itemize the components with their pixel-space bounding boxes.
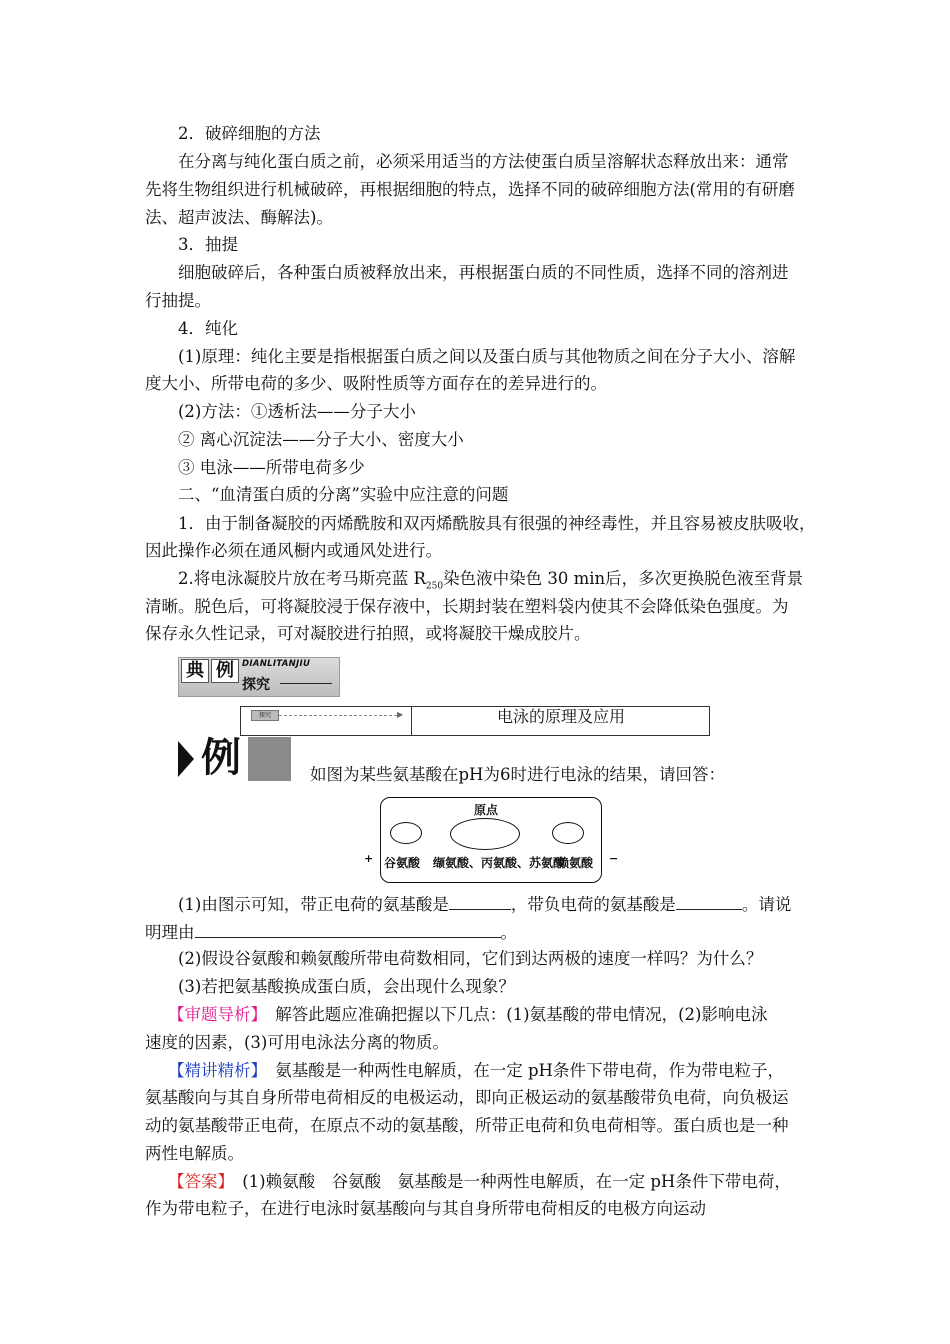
answer-blank [195, 921, 501, 938]
paragraph-line: 因此操作必须在通风橱内或通风处进行。 [145, 541, 442, 560]
paragraph-line: 行抽提。 [145, 291, 211, 310]
paragraph-line: 清晰。脱色后，可将凝胶浸于保存液中，长期封装在塑料袋内使其不会降低染色强度。为 [145, 597, 789, 616]
label-lysine: 赖氨酸 [557, 856, 594, 870]
method-line: (2)方法：①透析法——分子大小 [178, 402, 416, 421]
dashed-arrow-line [279, 715, 397, 716]
paragraph-line: 保存永久性记录，可对凝胶进行拍照，或将凝胶干燥成胶片。 [145, 624, 591, 643]
answer-line: 作为带电粒子，在进行电泳时氨基酸向与其自身所带电荷相反的电极方向运动 [145, 1199, 706, 1218]
spot-lysine [552, 822, 584, 844]
explain-line: 动的氨基酸带正电荷，在原点不动的氨基酸，所带正电荷和负电荷相等。蛋白质也是一种 [145, 1116, 789, 1135]
answer-label: 【答案】 [168, 1172, 226, 1191]
question-1: (1)由图示可知，带正电荷的氨基酸是 ，带负电荷的氨基酸是 。请说 [178, 895, 792, 914]
origin-label: 原点 [474, 803, 499, 817]
explain-label: 【精讲精析】 [168, 1061, 259, 1080]
analysis-line: 速度的因素，(3)可用电泳法分离的物质。 [145, 1033, 449, 1052]
example-section-banner [178, 657, 340, 697]
paragraph-line: (1)原理：纯化主要是指根据蛋白质之间以及蛋白质与其他物质之间在分子大小、溶解 [178, 347, 796, 366]
question-3: (3)若把氨基酸换成蛋白质，会出现什么现象？ [178, 977, 515, 996]
analysis-label: 【审题导析】 [168, 1005, 259, 1024]
topic-title: 电泳的原理及应用 [496, 707, 625, 726]
section-heading-4: 4．纯化 [178, 319, 238, 338]
explain-line: 两性电解质。 [145, 1144, 244, 1163]
electrophoresis-figure [364, 797, 626, 884]
answer-blank [449, 893, 511, 910]
banner-title: 探究 [242, 677, 270, 693]
banner-char: 典 [181, 659, 209, 683]
section-heading-2: 2．破碎细胞的方法 [178, 124, 321, 143]
question-2: (2)假设谷氨酸和赖氨酸所带电荷数相同，它们到达两极的速度一样吗？为什么？ [178, 949, 763, 968]
paragraph-line: 2.将电泳凝胶片放在考马斯亮蓝 $R_{250}$染色液中染色 30 min后，多次更换脱色液至背景 [178, 569, 804, 592]
part-heading: 二、“血清蛋白质的分离”实验中应注意的问题 [178, 485, 509, 504]
arrow-right-icon: ▶ [397, 710, 404, 719]
example-char: 例 [201, 735, 241, 781]
paragraph-line: 先将生物组织进行机械破碎，再根据细胞的特点，选择不同的破碎细胞方法(常用的有研磨 [145, 180, 795, 199]
positive-pole: + [364, 852, 374, 865]
banner-arrow-line [280, 683, 332, 684]
question-1-line2: 明理由 。 [145, 923, 517, 942]
method-line: ② 离心沉淀法——分子大小、密度大小 [178, 430, 464, 449]
topic-tag: 探究 [251, 710, 279, 721]
explain-line: 【精讲精析】 氨基酸是一种两性电解质，在一定 pH条件下带电荷，作为带电粒子， [168, 1061, 784, 1080]
banner-pinyin: DIANLITANJIU [242, 659, 311, 669]
paragraph-line: 1．由于制备凝胶的丙烯酰胺和双丙烯酰胺具有很强的神经毒性，并且容易被皮肤吸收， [178, 514, 816, 533]
paragraph-line: 法、超声波法、酶解法)。 [145, 208, 333, 227]
topic-title-box [240, 706, 710, 736]
paragraph-line: 在分离与纯化蛋白质之前，必须采用适当的方法使蛋白质呈溶解状态释放出来：通常 [178, 152, 789, 171]
example-icon [176, 737, 291, 781]
example-intro: 如图为某些氨基酸在pH为6时进行电泳的结果，请回答： [310, 765, 725, 784]
paragraph-line: 细胞破碎后，各种蛋白质被释放出来，再根据蛋白质的不同性质，选择不同的溶剂进 [178, 263, 789, 282]
answer-blank [676, 893, 742, 910]
explain-line: 氨基酸向与其自身所带电荷相反的电极运动，即向正极运动的氨基酸带负电荷，向负极运 [145, 1088, 789, 1107]
label-neutral-amino-acids: 缬氨酸、丙氨酸、苏氨酸 [433, 856, 566, 870]
label-glutamate: 谷氨酸 [384, 856, 421, 870]
answer-line: 【答案】 (1)赖氨酸 谷氨酸 氨基酸是一种两性电解质，在一定 pH条件下带电荷， [168, 1172, 791, 1191]
subscript: 250 [425, 581, 444, 592]
spot-glutamate [390, 822, 422, 844]
negative-pole: − [609, 852, 619, 865]
spot-origin [450, 818, 520, 850]
paragraph-line: 度大小、所带电荷的多少、吸附性质等方面存在的差异进行的。 [145, 374, 607, 393]
method-line: ③ 电泳——所带电荷多少 [178, 458, 365, 477]
analysis-line: 【审题导析】 解答此题应准确把握以下几点：(1)氨基酸的带电情况，(2)影响电泳 [168, 1005, 768, 1024]
banner-char: 例 [211, 659, 239, 683]
section-heading-3: 3．抽提 [178, 235, 238, 254]
